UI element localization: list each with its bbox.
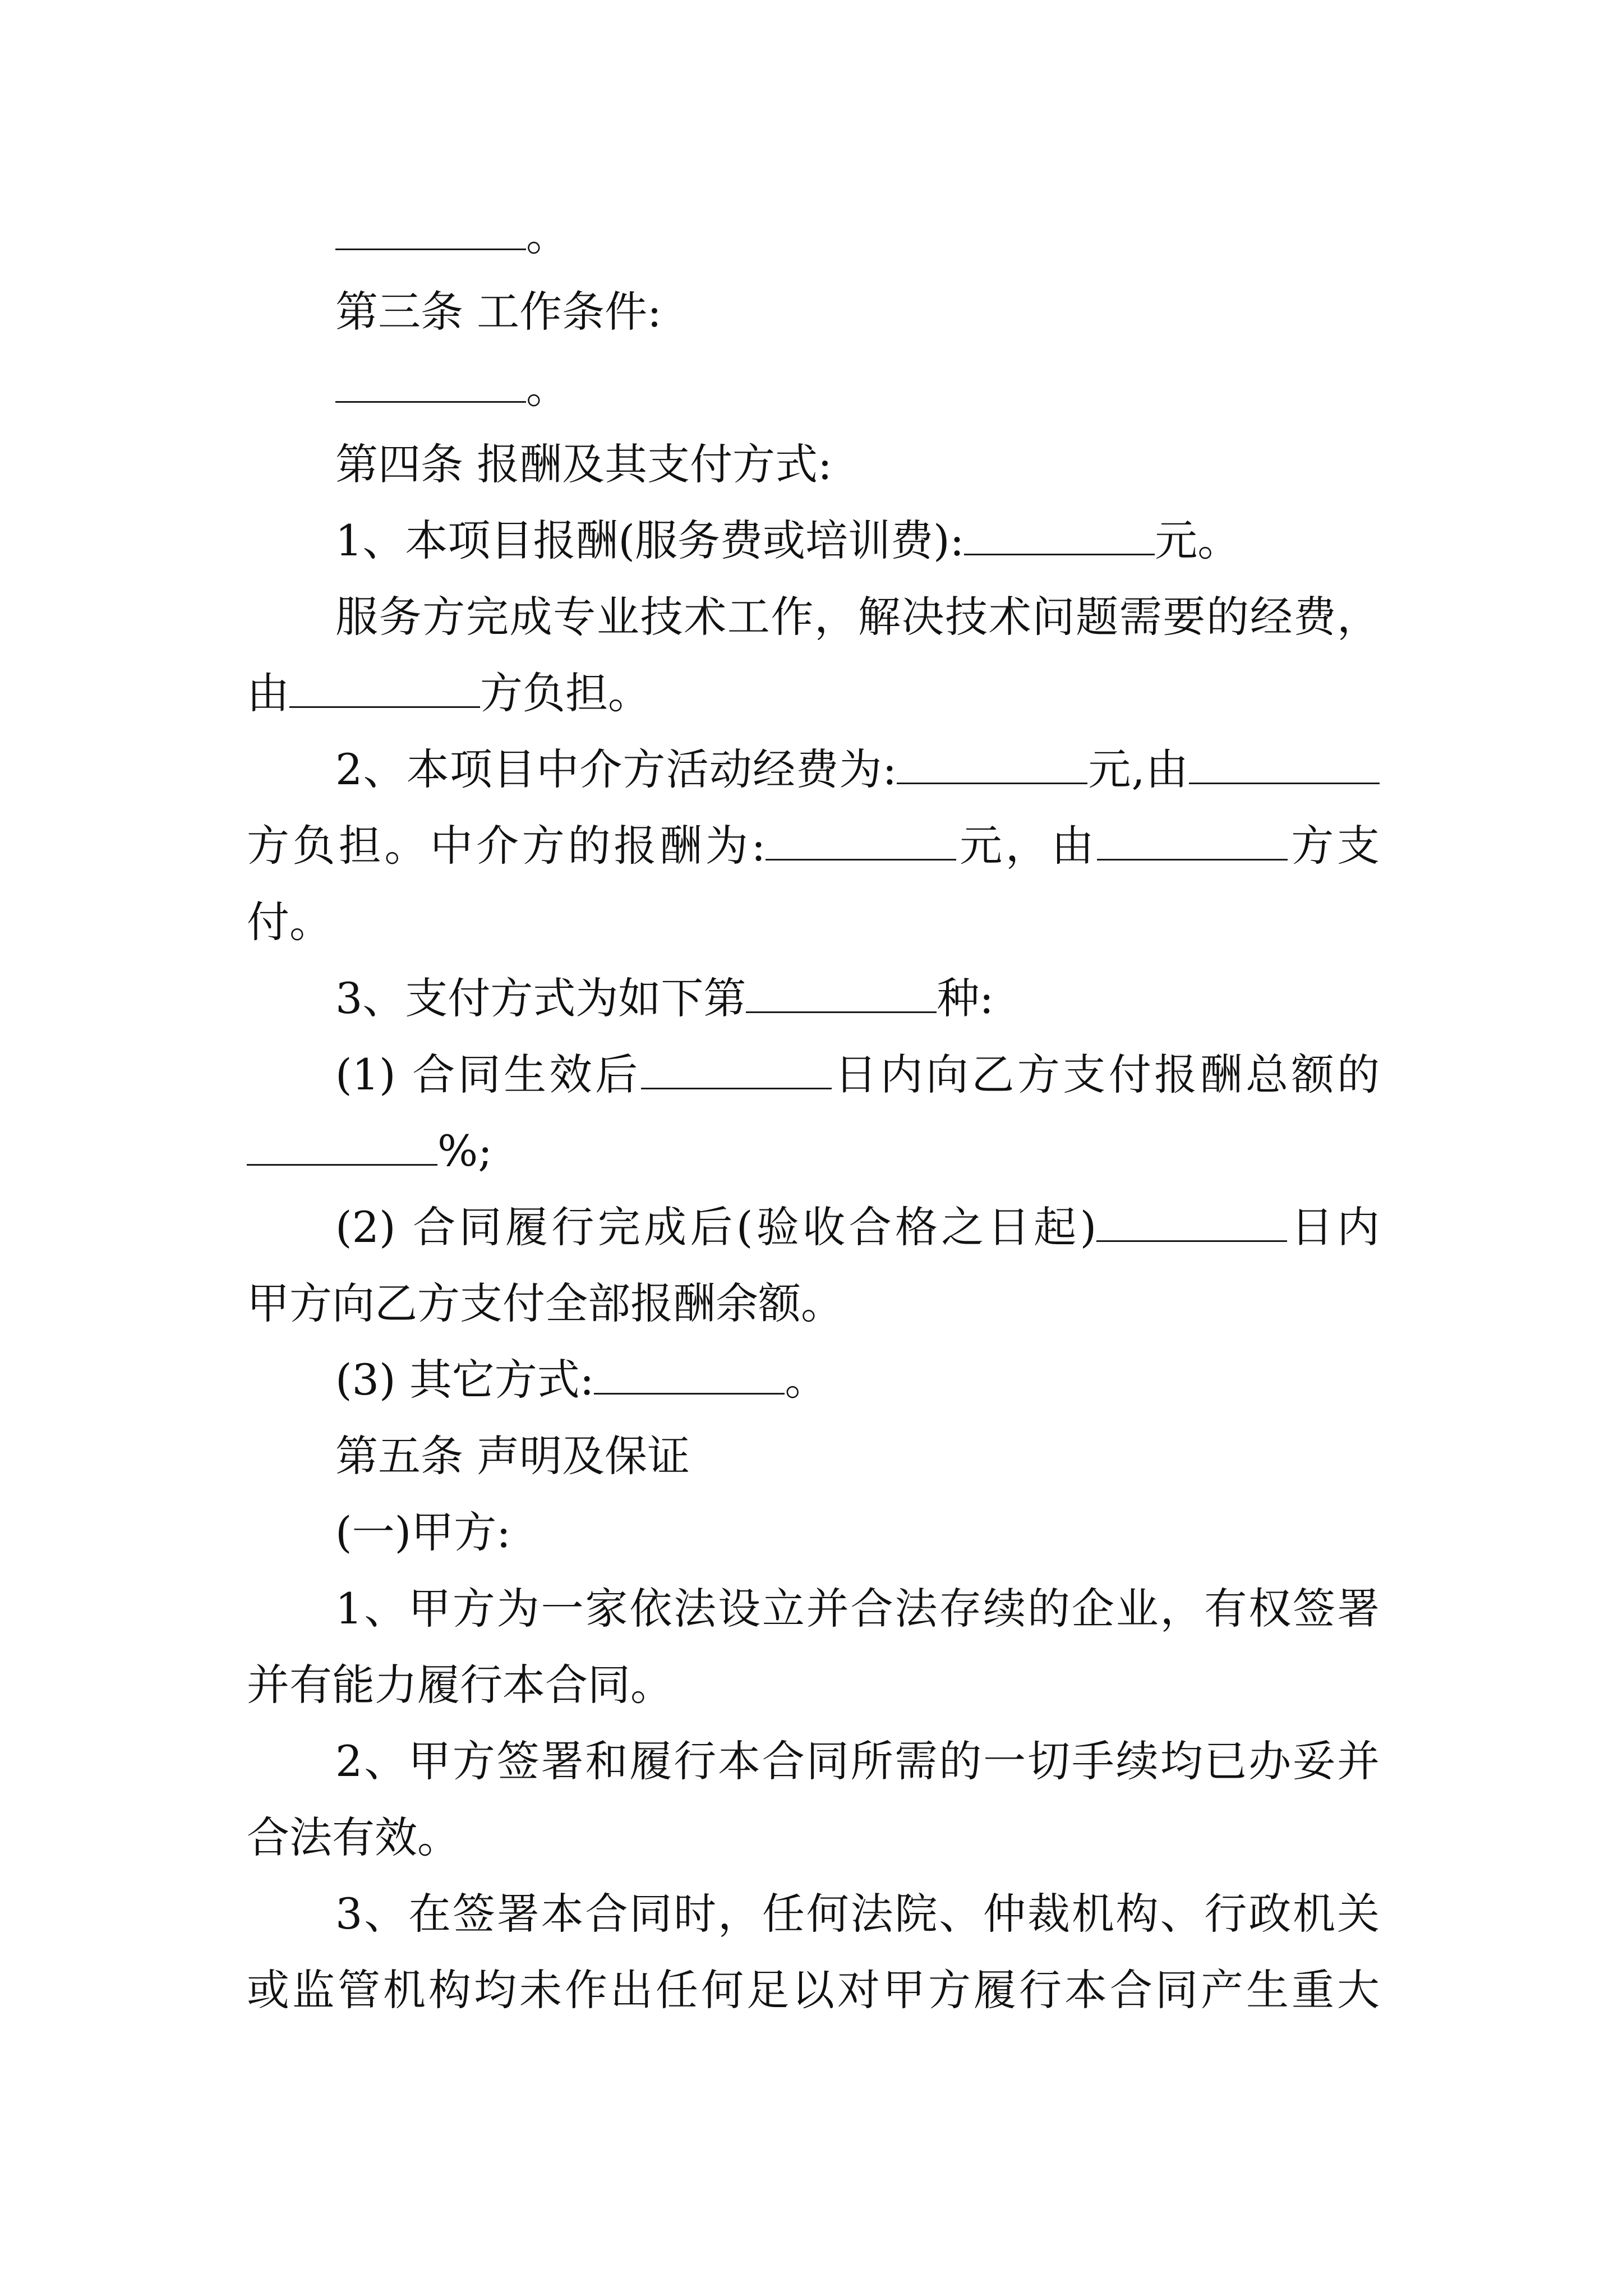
party-a-warranty-1-line-1: 1、甲方为一家依法设立并合法存续的企业，有权签署: [335, 1584, 1380, 1634]
payment-option-2-line-2: 甲方向乙方支付全部报酬余额。: [247, 1278, 843, 1328]
blank-field: [766, 825, 956, 861]
expense-clause-line-2: 由 方负担。: [247, 668, 651, 718]
intermediary-clause-line-3: 付。: [247, 897, 332, 947]
article-3-content: 。: [335, 360, 1380, 416]
article-2-continuation: 。: [335, 208, 1380, 264]
blank-field: [746, 977, 937, 1013]
intermediary-clause-line-2: 方负担。中介方的报酬为: 元，由 方支: [247, 821, 1380, 871]
party-a-heading: (一)甲方:: [335, 1507, 511, 1557]
payment-option-3: (3) 其它方式: 。: [335, 1355, 828, 1405]
blank-field: [335, 367, 526, 403]
payment-option-1-line-1: (1) 合同生效后 日内向乙方支付报酬总额的: [335, 1050, 1380, 1099]
blank-field: [594, 1359, 785, 1395]
blank-field: [335, 214, 526, 250]
party-a-warranty-3-line-2: 或监管机构均未作出任何足以对甲方履行本合同产生重大: [247, 1965, 1380, 2015]
blank-field: [964, 519, 1155, 555]
article-4-heading: 第四条 报酬及其支付方式:: [335, 439, 832, 489]
blank-field: [247, 1130, 437, 1166]
blank-field: [1097, 825, 1288, 861]
party-a-warranty-3-line-1: 3、在签署本合同时，任何法院、仲裁机构、行政机关: [335, 1889, 1380, 1939]
remuneration-clause: 1、本项目报酬(服务费或培训费): 元。: [335, 516, 1241, 565]
blank-field: [1096, 1206, 1287, 1242]
party-a-warranty-2-line-1: 2、甲方签署和履行本合同所需的一切手续均已办妥并: [335, 1736, 1380, 1786]
payment-option-1-line-2: %;: [247, 1123, 1380, 1179]
party-a-warranty-1-line-2: 并有能力履行本合同。: [247, 1660, 673, 1710]
payment-method-clause: 3、支付方式为如下第 种:: [335, 973, 994, 1023]
intermediary-clause-line-1: 2、本项目中介方活动经费为: 元,由: [335, 742, 1380, 798]
blank-field: [289, 672, 480, 708]
expense-clause-line-1: 服务方完成专业技术工作，解决技术问题需要的经费，: [335, 592, 1380, 642]
article-3-heading: 第三条 工作条件:: [335, 287, 662, 337]
payment-option-2-line-1: (2) 合同履行完成后(验收合格之日起) 日内: [335, 1202, 1380, 1252]
article-5-heading: 第五条 声明及保证: [335, 1431, 690, 1481]
blank-field: [897, 748, 1087, 784]
party-a-warranty-2-line-2: 合法有效。: [247, 1812, 460, 1862]
blank-field: [641, 1053, 832, 1089]
blank-field: [1189, 748, 1380, 784]
